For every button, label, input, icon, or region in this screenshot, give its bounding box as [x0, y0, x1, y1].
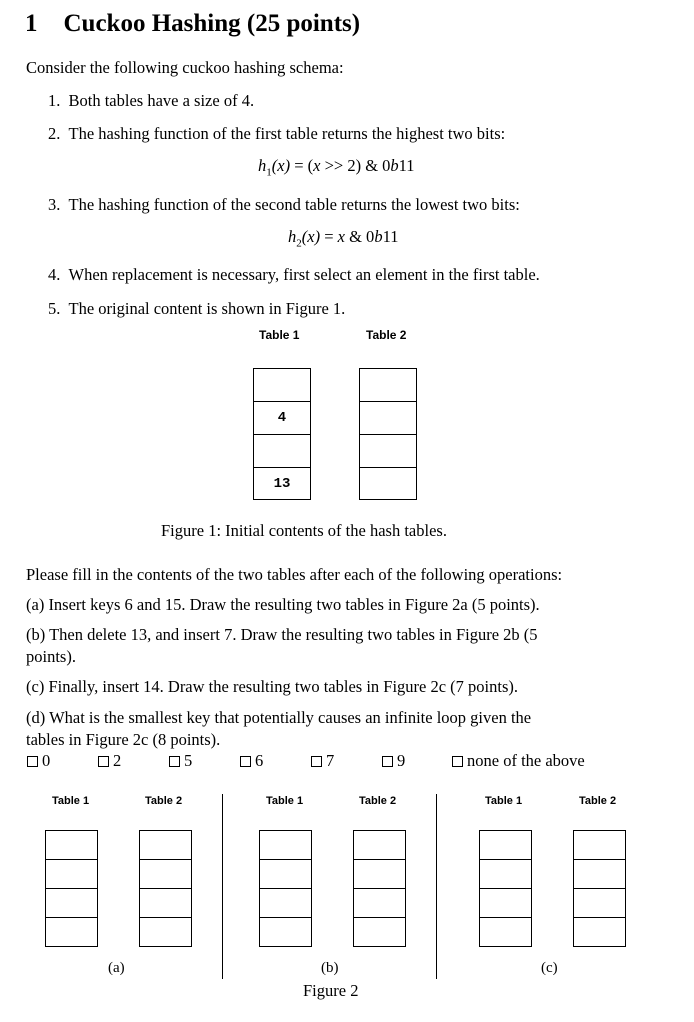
answer-cell[interactable]: [573, 830, 626, 860]
list-item-text: The hashing function of the first table returns the highest two bits:: [68, 124, 506, 143]
answer-cell[interactable]: [259, 830, 312, 860]
formula-h1: $h_1(x) = (x >> 2)$ & 0b11: [258, 156, 415, 179]
answer-cell[interactable]: [45, 859, 98, 889]
table2-label: Table 2: [579, 795, 617, 807]
fig1-table2-label: Table 2: [366, 328, 407, 342]
choice-option[interactable]: [98, 751, 121, 771]
table-cell: [253, 368, 311, 402]
table2-label: Table 2: [145, 795, 183, 807]
answer-cell[interactable]: [259, 859, 312, 889]
section-heading: [25, 10, 360, 38]
list-item: [48, 299, 345, 319]
answer-cell[interactable]: [139, 830, 192, 860]
section-number: 1: [25, 10, 38, 37]
answer-cell[interactable]: [353, 859, 406, 889]
list-item: [48, 265, 540, 285]
answer-cell[interactable]: [573, 917, 626, 947]
table1-label: Table 1: [266, 795, 304, 807]
question-b-line2: points).: [26, 647, 76, 666]
answer-cell[interactable]: [139, 888, 192, 918]
answer-cell[interactable]: [479, 859, 532, 889]
answer-cell[interactable]: [139, 917, 192, 947]
list-item: [48, 91, 254, 111]
table1-label: Table 1: [485, 795, 523, 807]
answer-cell[interactable]: [479, 830, 532, 860]
answer-cell[interactable]: [353, 888, 406, 918]
question-a: (a) Insert keys 6 and 15. Draw the resulting two tables in Figure 2a (5 points).: [26, 595, 540, 614]
section-title: Cuckoo Hashing (25 points): [63, 10, 361, 37]
list-item: [48, 195, 520, 215]
table-cell: [359, 434, 417, 468]
fig1-caption: Figure 1: Initial contents of the hash tables.: [161, 521, 447, 540]
table-cell: [359, 401, 417, 435]
intro-text: Consider the following cuckoo hashing schema:: [26, 58, 344, 77]
answer-cell[interactable]: [45, 888, 98, 918]
answer-cell[interactable]: [479, 888, 532, 918]
choice-option[interactable]: [27, 751, 50, 771]
choice-label: 6: [255, 751, 264, 770]
list-item-number: 5.: [48, 299, 61, 318]
choice-option[interactable]: [169, 751, 192, 771]
list-item-text: The original content is shown in Figure 1.: [68, 299, 346, 318]
panel-divider: [222, 794, 223, 979]
list-item-number: 3.: [48, 195, 61, 214]
choice-label: 0: [42, 751, 51, 770]
answer-cell[interactable]: [573, 888, 626, 918]
answer-cell[interactable]: [45, 917, 98, 947]
question-d-line2: tables in Figure 2c (8 points).: [26, 730, 221, 749]
panel-sublabel: (b): [321, 960, 339, 976]
choice-label: 7: [326, 751, 335, 770]
table-cell: [359, 368, 417, 402]
answer-cell[interactable]: [573, 859, 626, 889]
panel-sublabel: (a): [108, 960, 125, 976]
table-cell: [359, 467, 417, 500]
list-item-number: 2.: [48, 124, 61, 143]
checkbox[interactable]: [452, 756, 463, 767]
table1-label: Table 1: [52, 795, 90, 807]
answer-cell[interactable]: [139, 859, 192, 889]
list-item-text: When replacement is necessary, first select an element in the first table.: [68, 265, 540, 284]
list-item-number: 1.: [48, 91, 61, 110]
choice-option[interactable]: [452, 751, 585, 771]
checkbox[interactable]: [311, 756, 322, 767]
answer-cell[interactable]: [353, 917, 406, 947]
prompt-text: Please fill in the contents of the two tables after each of the following operations:: [26, 565, 563, 584]
panel-divider: [436, 794, 437, 979]
checkbox[interactable]: [27, 756, 38, 767]
list-item-text: Both tables have a size of 4.: [68, 91, 255, 110]
fig2-caption: Figure 2: [303, 981, 359, 1000]
list-item: [48, 124, 505, 144]
choice-label: 2: [113, 751, 122, 770]
panel-sublabel: (c): [541, 960, 558, 976]
formula-h2: $h_2(x) = x$ & 0b11: [288, 227, 399, 250]
checkbox[interactable]: [98, 756, 109, 767]
table2-label: Table 2: [359, 795, 397, 807]
answer-cell[interactable]: [259, 888, 312, 918]
answer-cell[interactable]: [353, 830, 406, 860]
choice-label: 9: [397, 751, 406, 770]
list-item-number: 4.: [48, 265, 61, 284]
table-cell: [253, 434, 311, 468]
checkbox[interactable]: [382, 756, 393, 767]
choice-label: 5: [184, 751, 193, 770]
checkbox[interactable]: [169, 756, 180, 767]
checkbox[interactable]: [240, 756, 251, 767]
answer-cell[interactable]: [479, 917, 532, 947]
answer-cell[interactable]: [259, 917, 312, 947]
choice-label: none of the above: [467, 751, 585, 770]
fig1-table1-label: Table 1: [259, 328, 300, 342]
choice-option[interactable]: [240, 751, 263, 771]
question-c: (c) Finally, insert 14. Draw the resulting two tables in Figure 2c (7 points).: [26, 677, 519, 696]
table-cell: 4: [253, 401, 311, 435]
choice-option[interactable]: [311, 751, 334, 771]
table-cell: 13: [253, 467, 311, 500]
question-b-line1: (b) Then delete 13, and insert 7. Draw the resulting two tables in Figure 2b (5: [26, 625, 538, 644]
question-d-line1: (d) What is the smallest key that potentially causes an infinite loop given the: [26, 708, 532, 727]
choice-option[interactable]: [382, 751, 405, 771]
answer-cell[interactable]: [45, 830, 98, 860]
list-item-text: The hashing function of the second table returns the lowest two bits:: [68, 195, 520, 214]
